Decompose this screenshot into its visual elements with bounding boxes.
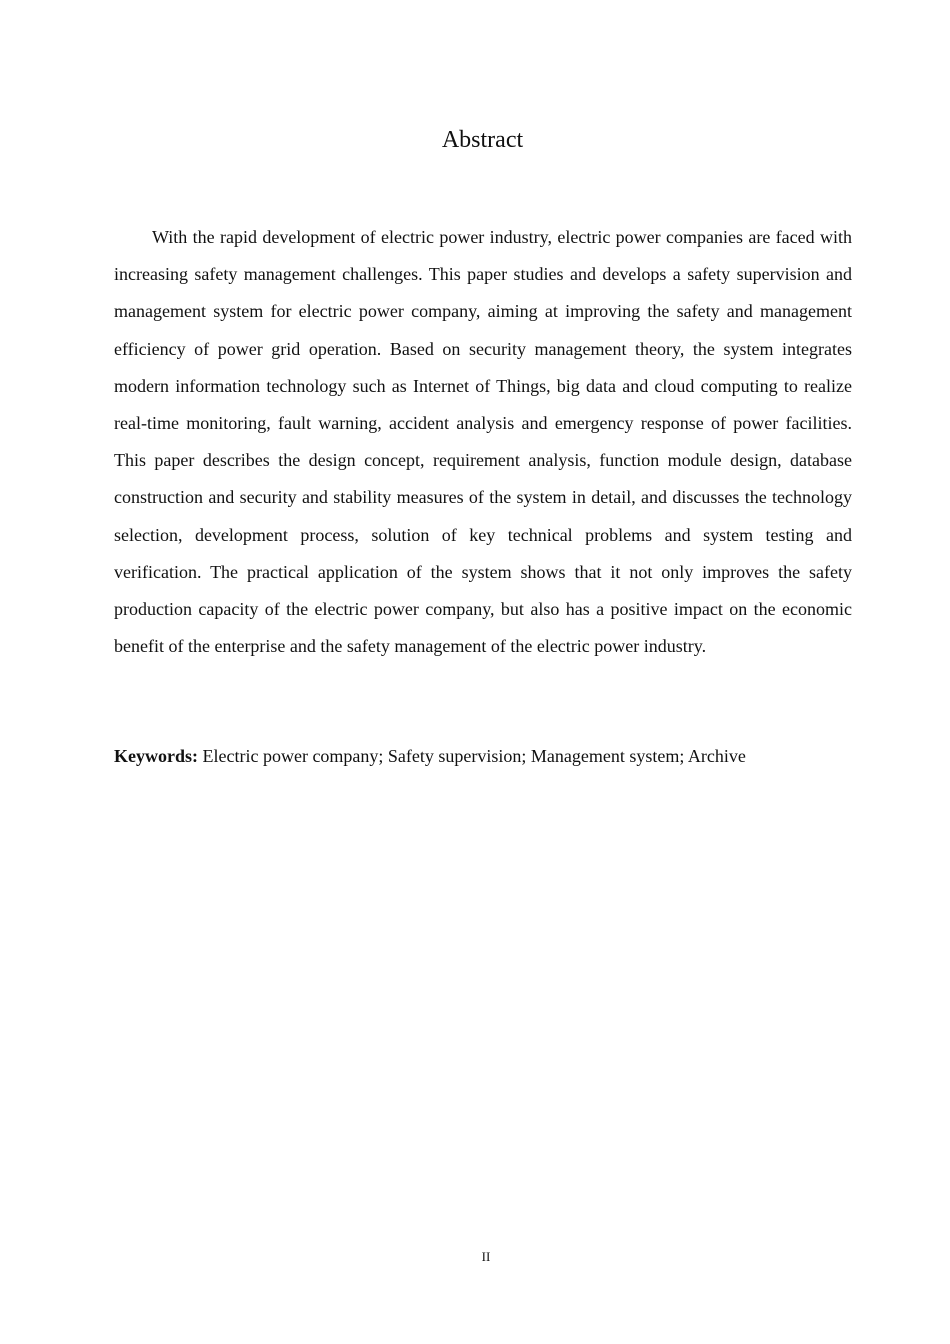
abstract-paragraph: With the rapid development of electric power industry, electric power companies are faced with increasing safety management challenges. This paper studies and develops a safety supervision and management system for electric power company, aiming at improving the safety and management efficiency of power grid operation. Based on security management theory, the system integrates modern information technology such as Internet of Things, big data and cloud computing to realize real-time monitoring, fault warning, accident analysis and emergency response of power facilities. This paper describes the design concept, requirement analysis, function module design, database construction and security and stability measures of the system in detail, and discusses the technology selection, development process, solution of key technical problems and system testing and verification. The practical application of the system shows that it not only improves the safety production capacity of the electric power company, but also has a positive impact on the economic benefit of the enterprise and the safety management of the electric power industry. — [114, 227, 852, 657]
page-title: Abstract — [441, 127, 524, 153]
keywords-list: Electric power company; Safety supervision; Management system; Archive — [198, 746, 746, 766]
page-number: II — [481, 1249, 491, 1264]
keywords-line — [114, 739, 852, 773]
keywords-label: Keywords: — [114, 746, 198, 766]
